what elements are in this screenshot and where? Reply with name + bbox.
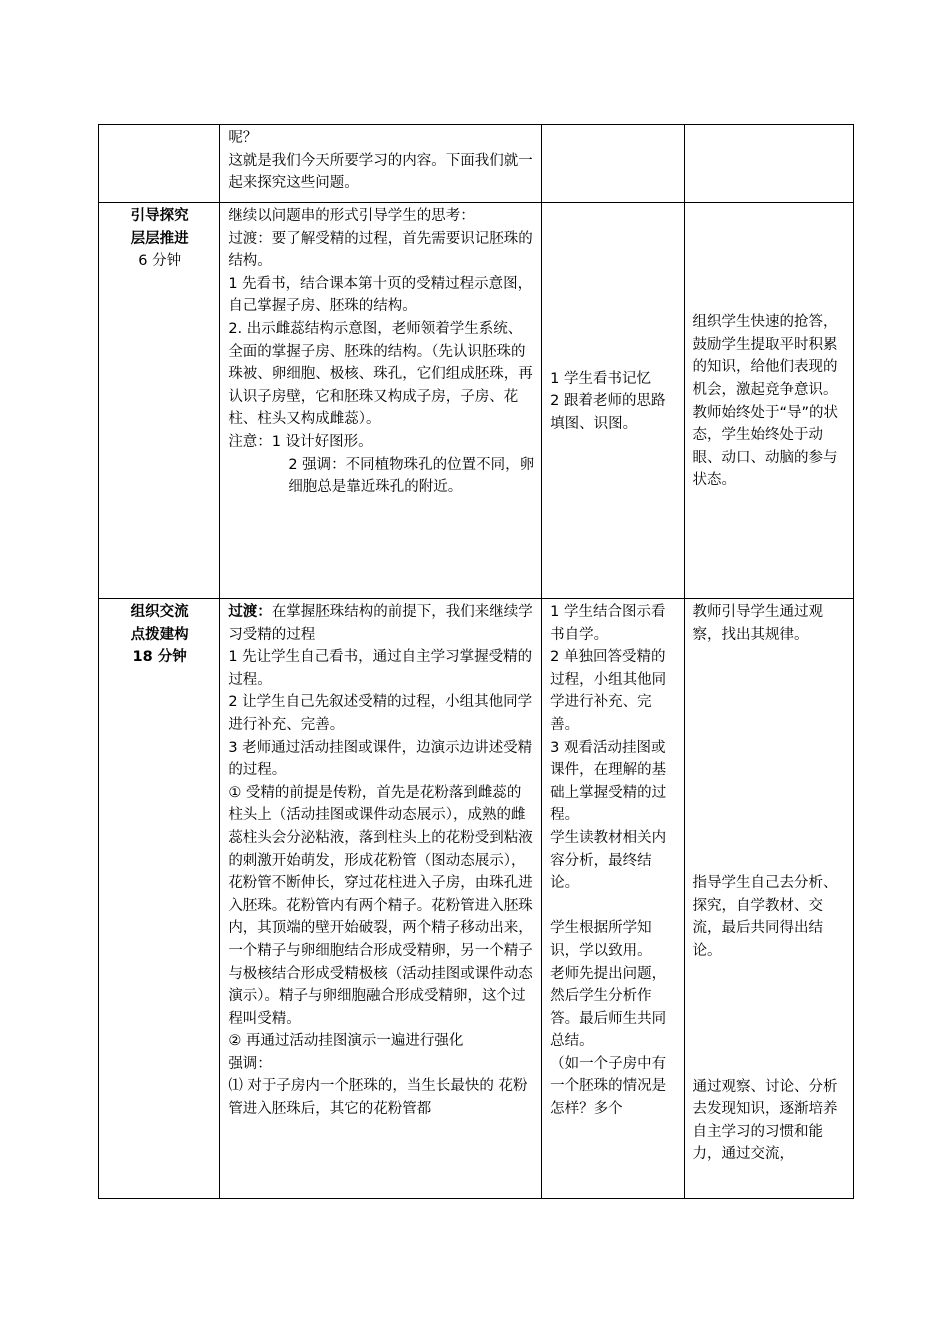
design-intent-cell xyxy=(684,203,853,599)
teacher-text: 2 让学生自己先叙述受精的过程，小组其他同学进行补充、完善。 xyxy=(228,694,533,733)
student-text: （如一个子房中有一个胚珠的情况是怎样？多个 xyxy=(550,1055,667,1118)
phase-title: 引导探究 xyxy=(130,208,189,224)
lesson-plan-table xyxy=(98,124,854,1199)
design-intent-cell xyxy=(684,599,853,1199)
phase-duration: 18 分钟 xyxy=(132,649,187,666)
teacher-text: ⑴ 对于子房内一个胚珠的，当生长最快的 花粉管进入胚珠后，其它的花粉管都 xyxy=(228,1078,528,1118)
teacher-text: 这就是我们今天所要学习的内容。下面我们就一起来探究这些问题。 xyxy=(228,152,533,192)
student-text: 学生读教材相关内容分析，最终结论。 xyxy=(550,829,667,892)
student-text: 学生根据所学知识，学以致用。 xyxy=(550,920,652,959)
intent-text: 指导学生自己去分析、探究，自学教材、交流，最后共同得出结论。 xyxy=(692,875,838,959)
table-row xyxy=(99,125,854,203)
intent-text: 教师引导学生通过观察，找出其规律。 xyxy=(692,604,824,643)
student-activity-cell xyxy=(542,203,684,599)
phase-cell xyxy=(99,599,220,1199)
teacher-activity-cell xyxy=(220,599,542,1199)
teacher-text: 强调： xyxy=(228,1055,272,1072)
intent-text: 组织学生快速的抢答，鼓励学生提取平时积累的知识，给他们表现的机会，激起竞争意识。教师始终处于“导”的状态，学生始终处于动眼、动口、动脑的参与状态。 xyxy=(692,314,839,489)
design-intent-cell xyxy=(684,125,853,203)
student-text: 3 观看活动挂图或课件，在理解的基础上掌握受精的过程。 xyxy=(550,739,667,824)
table-row xyxy=(99,599,854,1199)
teacher-text: 1 先看书，结合课本第十页的受精过程示意图，自己掌握子房、胚珠的结构。 xyxy=(228,275,533,315)
spacer xyxy=(693,963,846,1076)
teacher-text: 注意：1 设计好图形。 xyxy=(228,433,373,450)
student-activity-cell xyxy=(542,599,684,1199)
teacher-text: 呢？ xyxy=(228,130,258,146)
teacher-text xyxy=(228,601,534,646)
transition-label: 过渡： xyxy=(228,604,272,620)
teacher-activity-cell xyxy=(220,203,542,599)
phase-title: 点拨建构 xyxy=(130,626,189,643)
teacher-text: 过渡：要了解受精的过程，首先需要识记胚珠的结构。 xyxy=(228,230,533,270)
teacher-text: ① 受精的前提是传粉，首先是花粉落到雌蕊的柱头上（活动挂图或课件动态展示），成熟的雌蕊柱头会分泌粘液，落到柱头上的花粉受到粘液的刺激开始萌发，形成花粉管（图动态展示），花粉管不断伸长，穿过花柱进入子房，由珠孔进入胚珠。花粉管内有两个精子。花粉管进入胚珠内，其顶端的壁开始破裂，两个精子移动出来，一个精子与卵细胞结合形成受精卵，另一个精子与极核结合形成受精极核（活动挂图或课件动态演示）。精子与卵细胞融合形成受精卵，这个过程叫受精。 xyxy=(228,784,533,1027)
student-text: 老师先提出问题，然后学生分析作答。最后师生共同总结。 xyxy=(550,965,667,1050)
student-text: 1 学生看书记忆 xyxy=(550,370,651,387)
spacer xyxy=(693,646,846,872)
phase-duration: 6 分钟 xyxy=(138,253,182,270)
phase-title: 组织交流 xyxy=(130,604,189,620)
student-activity-cell xyxy=(542,125,684,203)
teacher-activity-cell xyxy=(220,125,542,203)
phase-cell xyxy=(99,125,220,203)
phase-cell xyxy=(99,203,220,599)
teacher-text: 3 老师通过活动挂图或课件，边演示边讲述受精的过程。 xyxy=(228,739,533,779)
teacher-text: ② 再通过活动挂图演示一遍进行强化 xyxy=(228,1033,464,1050)
phase-title: 层层推进 xyxy=(130,230,189,247)
teacher-text: 1 先让学生自己看书，通过自主学习掌握受精的过程。 xyxy=(228,649,533,688)
teacher-text: 2. 出示雌蕊结构示意图，老师领着学生系统、全面的掌握子房、胚珠的结构。（先认识胚珠的珠被、卵细胞、极核、珠孔，它们组成胚珠，再认识子房壁，它和胚珠又构成子房，子房、花柱、柱头又构成雌蕊）。 xyxy=(228,320,533,428)
teacher-text-body: 在掌握胚珠结构的前提下，我们来继续学习受精的过程 xyxy=(228,604,533,643)
intent-text: 通过观察、讨论、分析去发现知识，逐渐培养自主学习的习惯和能力，通过交流， xyxy=(692,1078,838,1163)
spacer xyxy=(550,895,676,918)
teacher-text: 继续以问题串的形式引导学生的思考： xyxy=(228,208,475,224)
student-text: 2 单独回答受精的过程，小组其他同学进行补充、完善。 xyxy=(550,649,667,733)
student-text: 1 学生结合图示看书自学。 xyxy=(550,604,666,643)
teacher-text: 2 强调：不同植物珠孔的位置不同，卵细胞总是靠近珠孔的附近。 xyxy=(288,456,535,496)
table-row xyxy=(99,203,854,599)
student-text: 2 跟着老师的思路填图、识图。 xyxy=(550,393,666,432)
